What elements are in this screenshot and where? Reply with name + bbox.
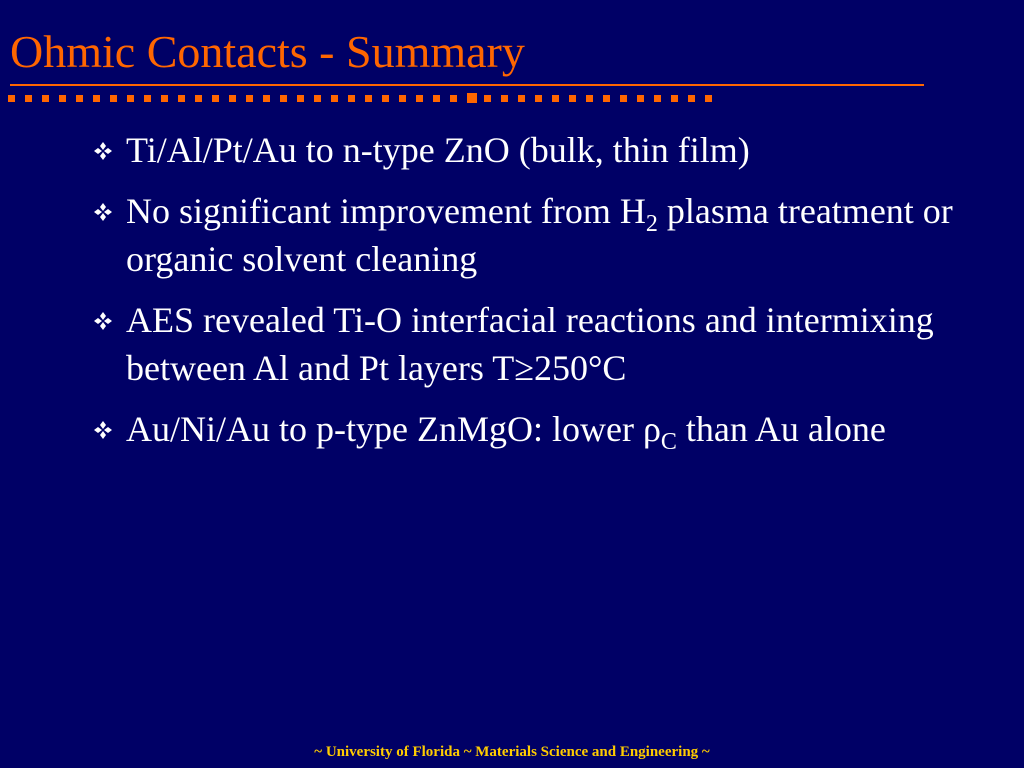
divider-dot [212,95,219,102]
divider-dot [569,95,576,102]
divider-dot [42,95,49,102]
four-diamond-bullet-icon [94,203,112,221]
bullet-item [94,405,954,453]
divider-dot [637,95,644,102]
divider-dot [552,95,559,102]
bullet-item [94,296,954,392]
divider-dot [161,95,168,102]
divider-dot [93,95,100,102]
bullet-text-segment: No significant improvement from H [126,191,646,231]
divider-dot [229,95,236,102]
divider-dot [586,95,593,102]
divider-dot [348,95,355,102]
bullet-text-segment: plasma treatment or organic solvent cleaning [126,191,953,279]
divider-dot [450,95,457,102]
divider-dot [246,95,253,102]
divider-dot [331,95,338,102]
divider-dot [263,95,270,102]
divider-dot [297,95,304,102]
bullet-list [94,126,954,466]
four-diamond-bullet-icon [94,421,112,439]
divider-dot [484,95,491,102]
divider-dot [433,95,440,102]
divider-dot [178,95,185,102]
bullet-text [126,300,934,388]
bullet-text-segment: than Au alone [676,409,886,449]
divider-dot [8,95,15,102]
divider-dot [127,95,134,102]
divider-dot [195,95,202,102]
divider-dot [314,95,321,102]
divider-dot [518,95,525,102]
divider-dot [620,95,627,102]
divider-dot [467,93,477,103]
title-underline [10,84,924,86]
four-diamond-bullet-icon [94,142,112,160]
divider-dot [688,95,695,102]
slide-title: Ohmic Contacts - Summary [10,26,525,77]
bullet-text-segment: Ti/Al/Pt/Au to n-type ZnO (bulk, thin film) [126,130,750,170]
divider-dot [144,95,151,102]
bullet-text [126,409,886,455]
bullet-text-segment: AES revealed Ti-O interfacial reactions and intermixing between Al and Pt layers T≥250°C [126,300,934,388]
divider-dot [705,95,712,102]
divider-dot [603,95,610,102]
divider-dot [365,95,372,102]
bullet-text-segment: Au/Ni/Au to p-type ZnMgO: lower ρ [126,409,661,449]
divider-dot [671,95,678,102]
bullet-text [126,130,750,170]
divider-dot [110,95,117,102]
divider-dot [76,95,83,102]
divider-dot [501,95,508,102]
subscript: 2 [645,211,658,237]
dotted-divider [8,93,728,103]
divider-dot [382,95,389,102]
bullet-text [126,191,953,279]
divider-dot [280,95,287,102]
divider-dot [25,95,32,102]
divider-dot [654,95,661,102]
slide-footer: ~ University of Florida ~ Materials Science and Engineering ~ [314,744,710,760]
four-diamond-bullet-icon [94,312,112,330]
subscript: C [660,429,677,455]
divider-dot [59,95,66,102]
divider-dot [399,95,406,102]
bullet-item [94,187,954,283]
divider-dot [416,95,423,102]
bullet-item [94,126,954,174]
divider-dot [535,95,542,102]
